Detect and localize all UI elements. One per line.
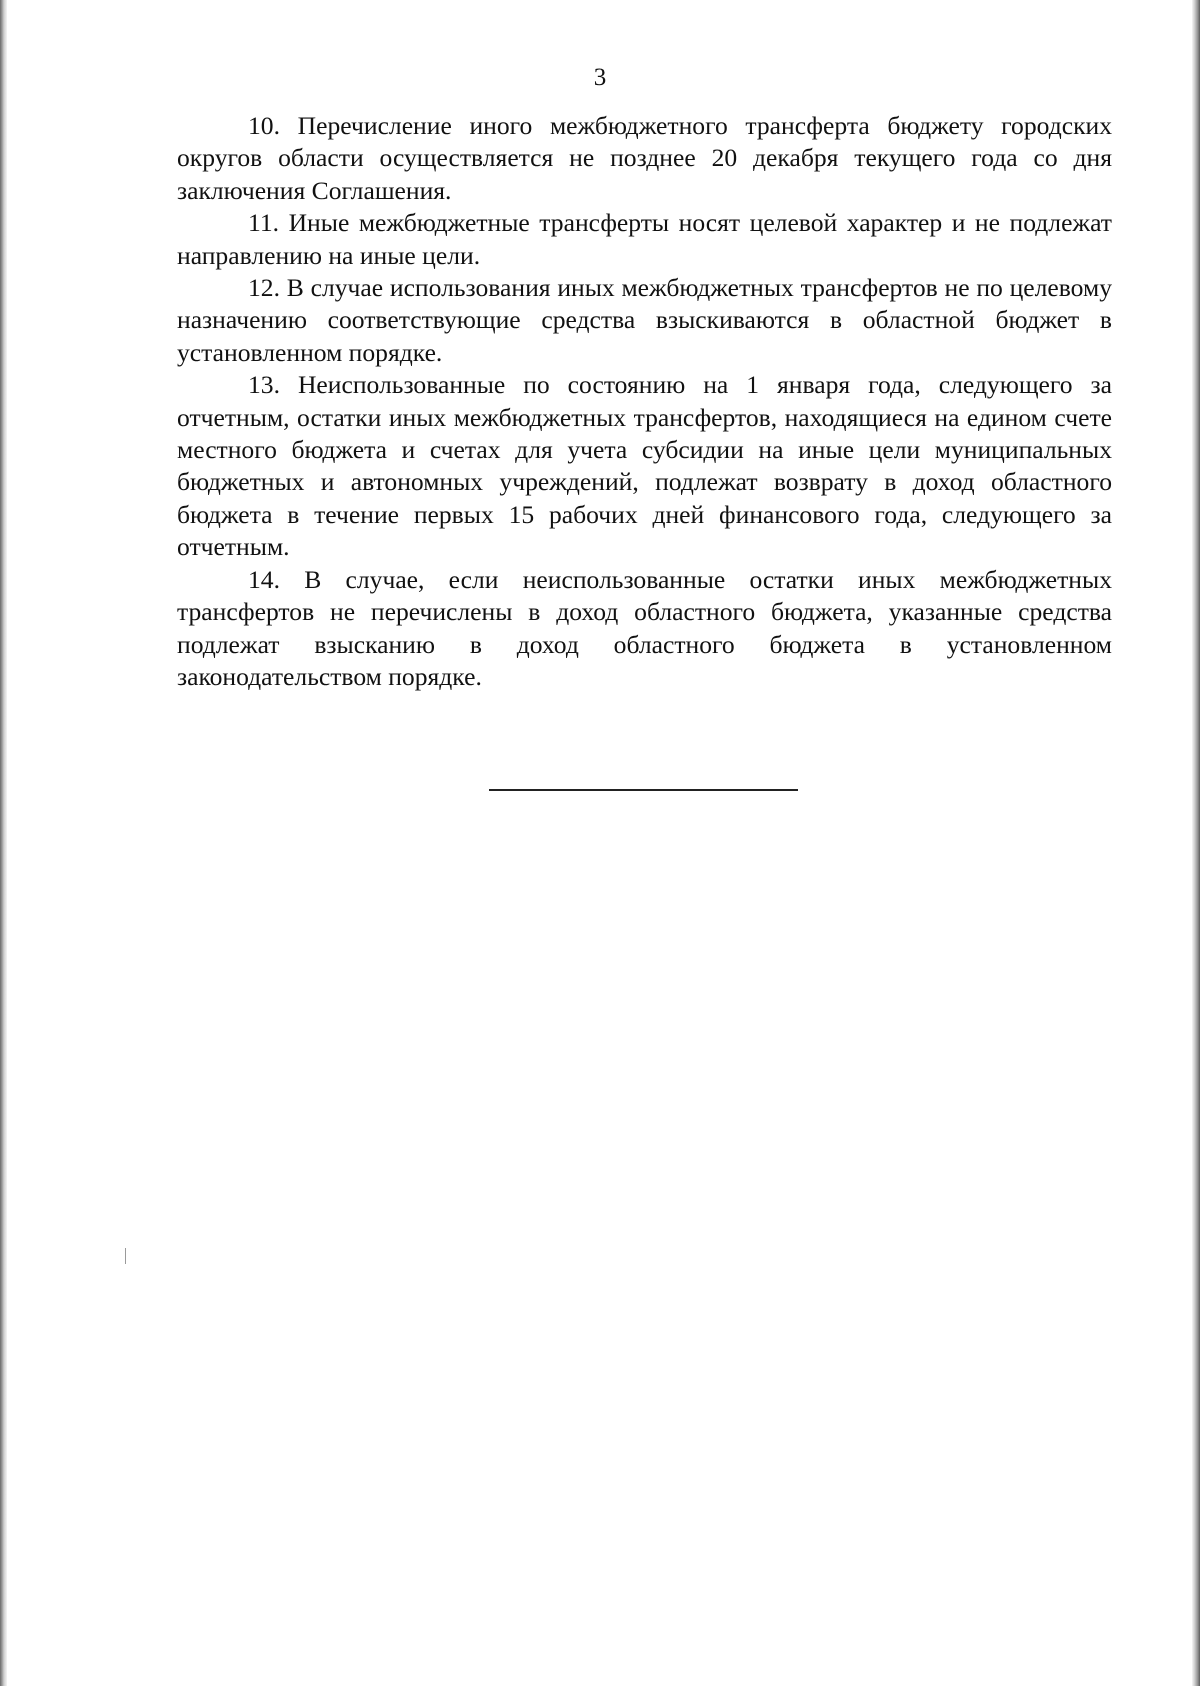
paragraph-12: 12. В случае использования иных межбюджетных трансфертов не по целевому назначению соответствующие средства взыскиваются в областной бюджет в установленном порядке. [177, 273, 1112, 367]
scan-edge-right [1192, 0, 1200, 1686]
paragraph-14: 14. В случае, если неиспользованные остатки иных межбюджетных трансфертов не перечислены в доход областного бюджета, указанные средства подлежат взысканию в доход областного бюджета в установленном законодательством порядке. [177, 564, 1112, 691]
paragraph-11: 11. Иные межбюджетные трансферты носят целевой характер и не подлежат направлению на иные цели. [177, 208, 1112, 270]
document-body [177, 110, 1112, 693]
paragraph-10: 10. Перечисление иного межбюджетного трансферта бюджету городских округов области осуществляется не позднее 20 декабря текущего года со дня заключения Соглашения. [177, 111, 1112, 205]
end-separator-line [489, 789, 798, 791]
paragraph-13: 13. Неиспользованные по состоянию на 1 января года, следующего за отчетным, остатки иных межбюджетных трансфертов, находящиеся на едином счете местного бюджета и счетах для учета субсидии на иные цели муниципальных бюджетных и автономных учреждений, подлежат возврату в доход областного бюджета в течение первых 15 рабочих дней финансового года, следующего за отчетным. [177, 370, 1112, 562]
scan-artifact-mark [125, 1248, 126, 1264]
page-number: 3 [593, 64, 607, 91]
scan-edge-left [0, 0, 7, 1686]
